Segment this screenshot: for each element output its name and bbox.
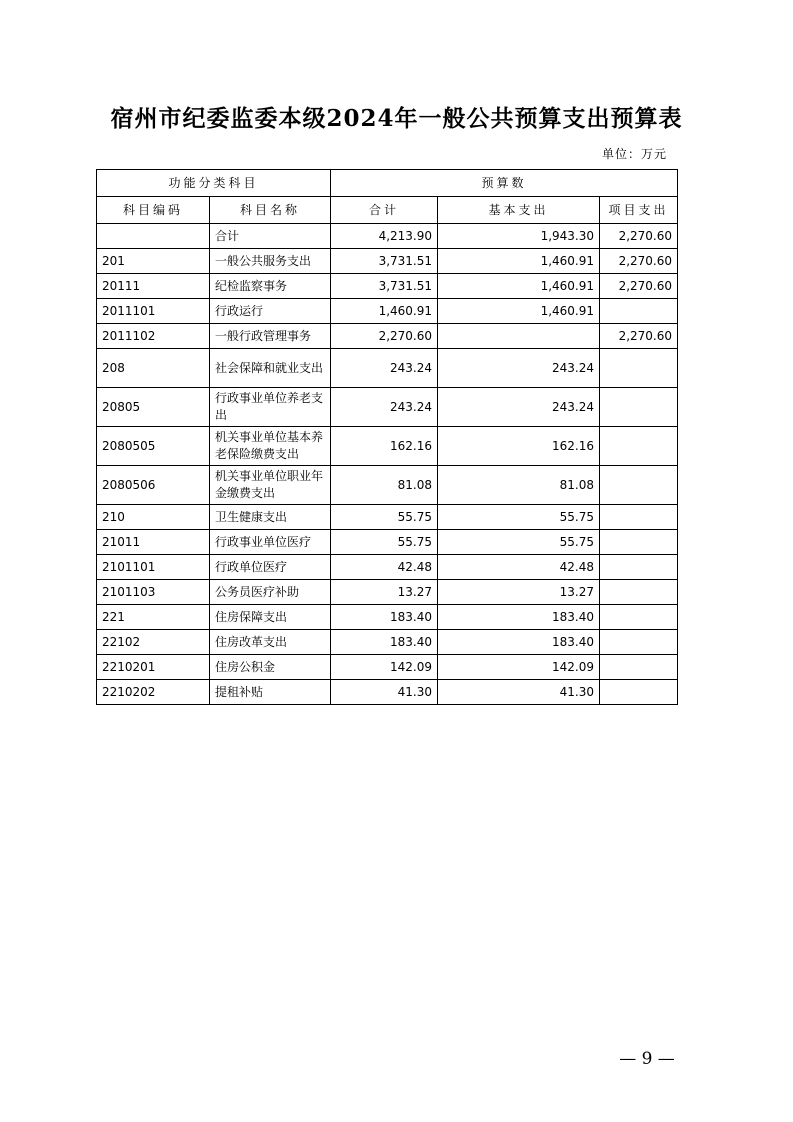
- subject-name-cell: 机关事业单位职业年金缴费支出: [210, 466, 331, 505]
- subject-code-cell: 2011101: [97, 299, 210, 324]
- table-row: [97, 249, 678, 274]
- basic-expenditure-cell: 243.24: [438, 388, 600, 427]
- project-expenditure-cell: [600, 630, 678, 655]
- project-expenditure-cell: [600, 466, 678, 505]
- subject-name-cell: 行政事业单位医疗: [210, 530, 331, 555]
- budget-table-body: [97, 170, 678, 705]
- project-expenditure-cell: 2,270.60: [600, 324, 678, 349]
- subject-name-cell: 一般公共服务支出: [210, 249, 331, 274]
- table-row: [97, 224, 678, 249]
- basic-expenditure-cell: 142.09: [438, 655, 600, 680]
- subject-code-cell: 201: [97, 249, 210, 274]
- basic-expenditure-cell: 81.08: [438, 466, 600, 505]
- basic-expenditure-cell: 1,460.91: [438, 249, 600, 274]
- project-expenditure-cell: 2,270.60: [600, 274, 678, 299]
- subject-code-cell: 2101101: [97, 555, 210, 580]
- subject-name-cell: 行政单位医疗: [210, 555, 331, 580]
- project-expenditure-cell: [600, 349, 678, 388]
- project-expenditure-cell: 2,270.60: [600, 224, 678, 249]
- subject-code-cell: 210: [97, 505, 210, 530]
- total-cell: 3,731.51: [331, 274, 438, 299]
- subject-code-cell: 22102: [97, 630, 210, 655]
- subject-name-cell: 机关事业单位基本养老保险缴费支出: [210, 427, 331, 466]
- header-budget-amount: 预算数: [331, 170, 678, 197]
- subject-name-cell: 住房公积金: [210, 655, 331, 680]
- basic-expenditure-cell: 55.75: [438, 505, 600, 530]
- basic-expenditure-cell: 1,943.30: [438, 224, 600, 249]
- project-expenditure-cell: [600, 427, 678, 466]
- subject-code-cell: 2080506: [97, 466, 210, 505]
- subject-name-cell: 行政事业单位养老支出: [210, 388, 331, 427]
- total-cell: 4,213.90: [331, 224, 438, 249]
- subject-code-cell: 221: [97, 605, 210, 630]
- subject-code-cell: 2011102: [97, 324, 210, 349]
- subject-name-cell: 行政运行: [210, 299, 331, 324]
- subject-code-cell: 2080505: [97, 427, 210, 466]
- subject-code-cell: 20805: [97, 388, 210, 427]
- table-row: [97, 349, 678, 388]
- project-expenditure-cell: 2,270.60: [600, 249, 678, 274]
- total-cell: 55.75: [331, 530, 438, 555]
- table-row: [97, 605, 678, 630]
- basic-expenditure-cell: [438, 324, 600, 349]
- project-expenditure-cell: [600, 530, 678, 555]
- basic-expenditure-cell: 1,460.91: [438, 274, 600, 299]
- budget-table: [96, 169, 678, 705]
- basic-expenditure-cell: 183.40: [438, 605, 600, 630]
- total-cell: 162.16: [331, 427, 438, 466]
- header-column-row: [97, 197, 678, 224]
- subject-name-cell: 住房改革支出: [210, 630, 331, 655]
- table-row: [97, 299, 678, 324]
- table-row: [97, 555, 678, 580]
- project-expenditure-cell: [600, 555, 678, 580]
- project-expenditure-cell: [600, 605, 678, 630]
- table-row: [97, 388, 678, 427]
- project-expenditure-cell: [600, 505, 678, 530]
- subject-name-cell: 一般行政管理事务: [210, 324, 331, 349]
- basic-expenditure-cell: 55.75: [438, 530, 600, 555]
- basic-expenditure-cell: 42.48: [438, 555, 600, 580]
- project-expenditure-cell: [600, 299, 678, 324]
- subject-name-cell: 卫生健康支出: [210, 505, 331, 530]
- total-cell: 183.40: [331, 605, 438, 630]
- basic-expenditure-cell: 41.30: [438, 680, 600, 705]
- table-row: [97, 580, 678, 605]
- total-cell: 243.24: [331, 388, 438, 427]
- project-expenditure-cell: [600, 680, 678, 705]
- basic-expenditure-cell: 243.24: [438, 349, 600, 388]
- project-expenditure-cell: [600, 388, 678, 427]
- subject-code-cell: 2210201: [97, 655, 210, 680]
- subject-code-cell: 208: [97, 349, 210, 388]
- subject-code-cell: 21011: [97, 530, 210, 555]
- header-project-expenditure: 项目支出: [600, 197, 678, 224]
- header-group-row: [97, 170, 678, 197]
- subject-name-cell: 提租补贴: [210, 680, 331, 705]
- total-cell: 142.09: [331, 655, 438, 680]
- total-cell: 41.30: [331, 680, 438, 705]
- table-row: [97, 530, 678, 555]
- header-total: 合计: [331, 197, 438, 224]
- basic-expenditure-cell: 1,460.91: [438, 299, 600, 324]
- basic-expenditure-cell: 162.16: [438, 427, 600, 466]
- subject-name-cell: 纪检监察事务: [210, 274, 331, 299]
- total-cell: 13.27: [331, 580, 438, 605]
- page-number: — 9 —: [619, 1049, 675, 1069]
- subject-code-cell: 2101103: [97, 580, 210, 605]
- table-row: [97, 274, 678, 299]
- table-row: [97, 505, 678, 530]
- basic-expenditure-cell: 183.40: [438, 630, 600, 655]
- subject-code-cell: 2210202: [97, 680, 210, 705]
- total-cell: 243.24: [331, 349, 438, 388]
- basic-expenditure-cell: 13.27: [438, 580, 600, 605]
- subject-code-cell: [97, 224, 210, 249]
- total-cell: 81.08: [331, 466, 438, 505]
- project-expenditure-cell: [600, 580, 678, 605]
- table-row: [97, 655, 678, 680]
- table-row: [97, 680, 678, 705]
- total-cell: 42.48: [331, 555, 438, 580]
- total-cell: 183.40: [331, 630, 438, 655]
- subject-name-cell: 公务员医疗补助: [210, 580, 331, 605]
- table-row: [97, 466, 678, 505]
- header-functional-category: 功能分类科目: [97, 170, 331, 197]
- subject-name-cell: 社会保障和就业支出: [210, 349, 331, 388]
- project-expenditure-cell: [600, 655, 678, 680]
- header-subject-code: 科目编码: [97, 197, 210, 224]
- total-cell: 2,270.60: [331, 324, 438, 349]
- table-row: [97, 630, 678, 655]
- total-cell: 1,460.91: [331, 299, 438, 324]
- subject-name-cell: 合计: [210, 224, 331, 249]
- subject-name-cell: 住房保障支出: [210, 605, 331, 630]
- total-cell: 55.75: [331, 505, 438, 530]
- header-subject-name: 科目名称: [210, 197, 331, 224]
- unit-label: 单位：万元: [601, 147, 667, 161]
- page-title: 宿州市纪委监委本级2024年一般公共预算支出预算表: [110, 105, 683, 132]
- table-row: [97, 427, 678, 466]
- header-basic-expenditure: 基本支出: [438, 197, 600, 224]
- table-row: [97, 324, 678, 349]
- subject-code-cell: 20111: [97, 274, 210, 299]
- total-cell: 3,731.51: [331, 249, 438, 274]
